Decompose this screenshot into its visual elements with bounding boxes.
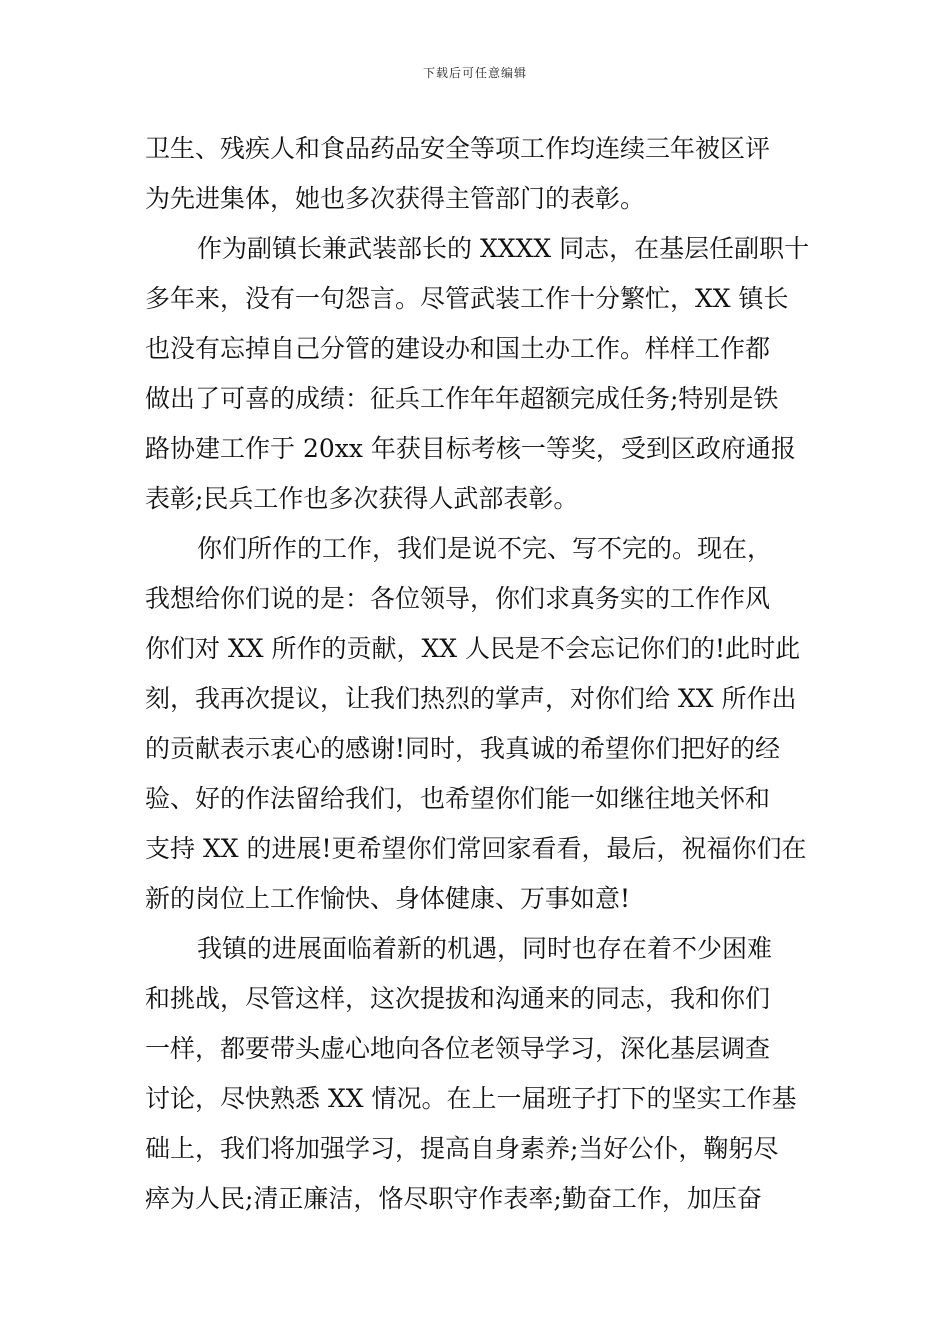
text-line: 卫生、残疾人和食品药品安全等项工作均连续三年被区评: [145, 134, 771, 163]
text-line: 也没有忘掉自己分管的建设办和国土办工作。样样工作都: [145, 334, 771, 363]
text-line: 的贡献表示衷心的感谢!同时，我真诚的希望你们把好的经: [145, 734, 781, 763]
document-body: [145, 124, 810, 1224]
text-line: 多年来，没有一句怨言。尽管武装工作十分繁忙，XX 镇长: [145, 284, 789, 313]
text-line: 我镇的进展面临着新的机遇，同时也存在着不少困难: [197, 934, 773, 963]
text-line: 你们对 XX 所作的贡献，XX 人民是不会忘记你们的!此时此: [145, 634, 801, 663]
text-line: 瘁为人民;清正廉洁，恪尽职守作表率;勤奋工作，加压奋: [145, 1184, 762, 1213]
text-line: 支持 XX 的进展!更希望你们常回家看看，最后，祝福你们在: [145, 834, 807, 863]
text-line: 新的岗位上工作愉快、身体健康、万事如意!: [145, 884, 631, 913]
text-line: 你们所作的工作，我们是说不完、写不完的。现在，: [197, 534, 773, 563]
text-line: 做出了可喜的成绩：征兵工作年年超额完成任务;特别是铁: [145, 384, 779, 413]
text-line: 刻，我再次提议，让我们热烈的掌声，对你们给 XX 所作出: [145, 684, 797, 713]
text-line: 路协建工作于 20xx 年获目标考核一等奖，受到区政府通报: [145, 434, 796, 463]
text-line: 一样，都要带头虚心地向各位老领导学习，深化基层调查: [145, 1034, 771, 1063]
text-line: 作为副镇长兼武装部长的 XXXX 同志，在基层任副职十: [197, 234, 810, 263]
text-line: 为先进集体，她也多次获得主管部门的表彰。: [145, 184, 646, 213]
text-line: 表彰;民兵工作也多次获得人武部表彰。: [145, 484, 579, 513]
text-line: 讨论，尽快熟悉 XX 情况。在上一届班子打下的坚实工作基: [145, 1084, 797, 1113]
text-line: 础上，我们将加强学习，提高自身素养;当好公仆，鞠躬尽: [145, 1134, 779, 1163]
text-line: 我想给你们说的是：各位领导，你们求真务实的工作作风: [145, 584, 771, 613]
page-header-note: 下载后可任意编辑: [422, 66, 527, 80]
text-line: 验、好的作法留给我们，也希望你们能一如继往地关怀和: [145, 784, 771, 813]
text-line: 和挑战，尽管这样，这次提拔和沟通来的同志，我和你们: [145, 984, 771, 1013]
